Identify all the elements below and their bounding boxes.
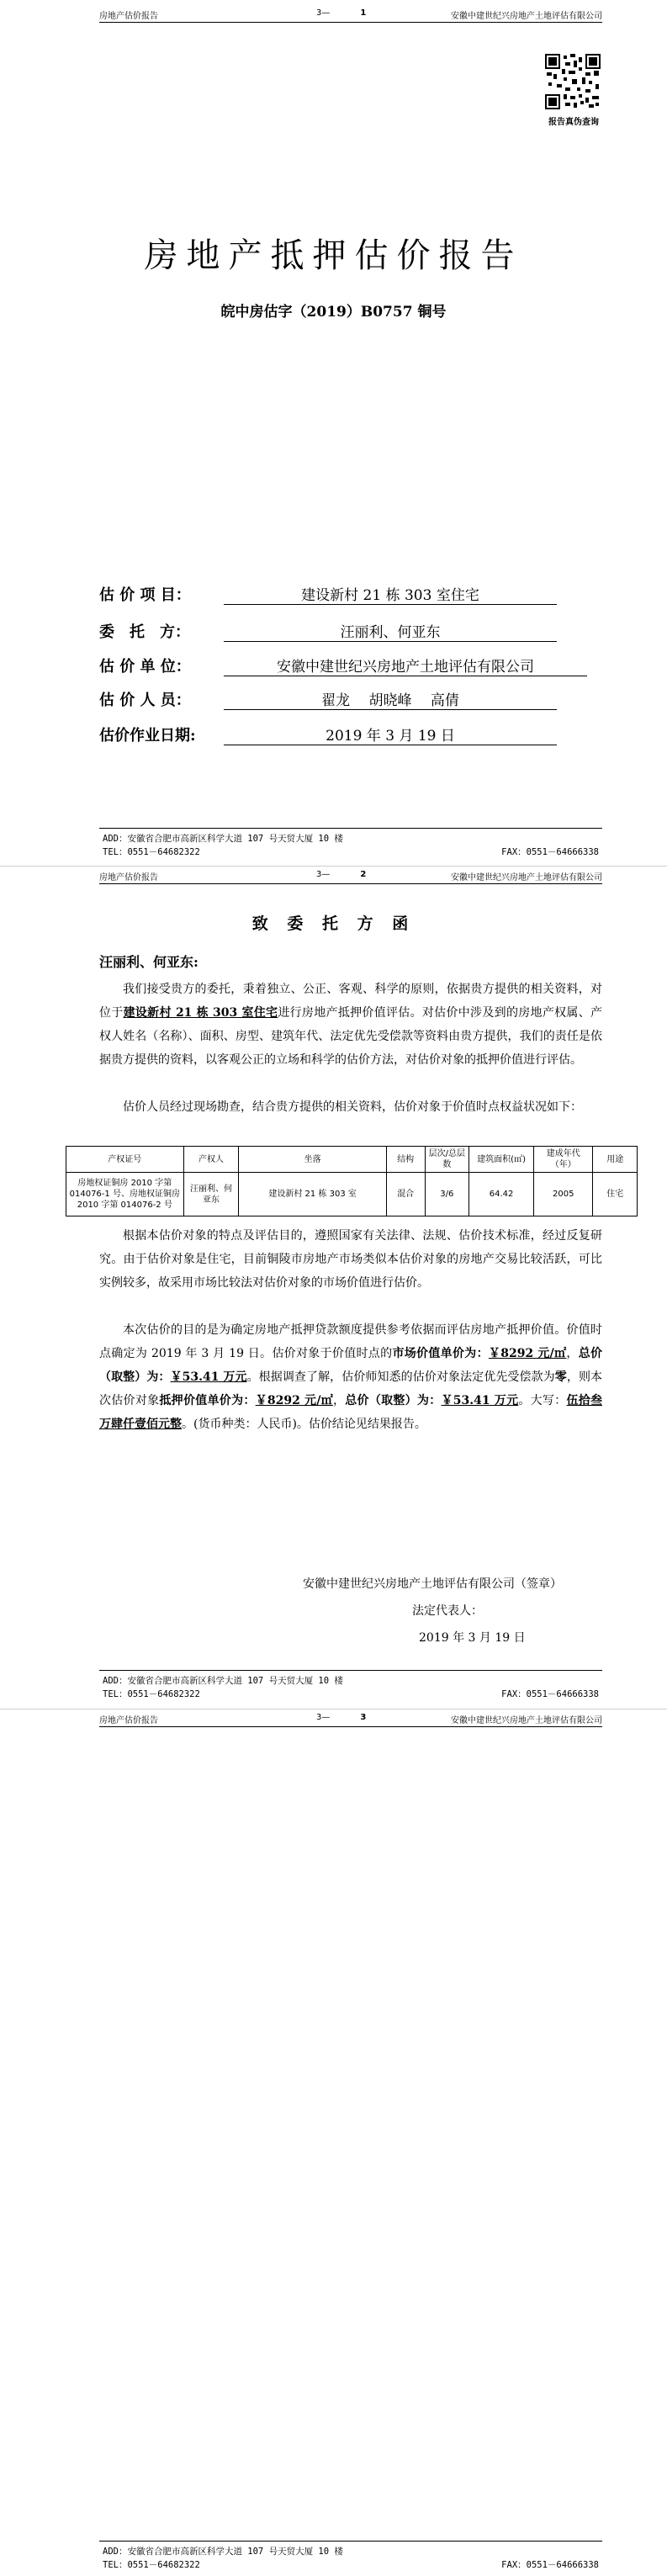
page-number: 3 [360, 1713, 367, 1722]
mortgage-unit-label: 抵押价值单价为： [159, 1394, 256, 1407]
footer-address: ADD：安徽省合肥市高新区科学大道 107 号天贸大厦 10 楼 [103, 1676, 343, 1686]
header-right: 安徽中建世纪兴房地产土地评估有限公司 [451, 1716, 602, 1725]
report-number: 皖中房估字（2019）B0757 铜号 [220, 304, 447, 321]
header-page: 3— 1 [316, 8, 367, 18]
table-row [66, 1173, 638, 1216]
table-cell: 3/6 [425, 1173, 468, 1216]
letter-title: 致 委 托 方 函 [251, 914, 416, 933]
header-right: 安徽中建世纪兴房地产土地评估有限公司 [451, 873, 602, 883]
page-letter [0, 867, 667, 1708]
field-label: 估价作业日期: [99, 727, 196, 745]
footer-fax: FAX：0551－64666338 [501, 847, 599, 857]
footer [99, 828, 602, 862]
qr-caption: 报告真伪查询 [548, 118, 599, 127]
field-label: 估 价 单 位： [99, 658, 191, 676]
field-label: 估 价 人 员： [99, 692, 191, 709]
signature-representative: 法定代表人： [412, 1604, 483, 1618]
signature-date: 2019 年 3 月 19 日 [419, 1631, 526, 1645]
table-header: 用途 [593, 1147, 638, 1173]
qr-code-icon[interactable] [545, 54, 601, 109]
field-value: 安徽中建世纪兴房地产土地评估有限公司 [224, 655, 587, 676]
footer-tel: TEL：0551－64682322 [103, 1689, 200, 1699]
footer-address: ADD：安徽省合肥市高新区科学大道 107 号天贸大厦 10 楼 [103, 2547, 343, 2557]
table-cell: 房地权证铜房 2010 字第 014076-1 号、房地权证铜房 2010 字第 014076-2 号 [66, 1173, 184, 1216]
market-total-label: 总价（取整）为： [99, 1347, 603, 1384]
field-value: 翟龙 胡晓峰 高倩 [224, 688, 557, 710]
paragraph-survey: 估价人员经过现场勘查，结合贵方提供的相关资料，估价对象于价值时点权益状况如下： [123, 1100, 582, 1114]
table-header: 坐落 [239, 1147, 386, 1173]
footer [99, 2541, 602, 2575]
table-header-row [66, 1147, 638, 1173]
header-left: 房地产估价报告 [99, 873, 158, 883]
header-page: 3— 2 [316, 870, 367, 879]
footer-tel: TEL：0551－64682322 [103, 2560, 200, 2570]
field-label: 委 托 方： [99, 623, 190, 641]
page-three [0, 1709, 667, 2576]
market-total-price: ￥53.41 万元 [170, 1370, 247, 1384]
header-right: 安徽中建世纪兴房地产土地评估有限公司 [451, 12, 602, 21]
property-address: 建设新村 21 栋 303 室住宅 [123, 1006, 278, 1020]
header-page: 3— 3 [316, 1713, 367, 1722]
report-title: 房地产抵押估价报告 [144, 236, 523, 275]
paragraph-method: 根据本估价对象的特点及评估目的，遵照国家有关法律、法规、估价技术标准，经过反复研究。由于估价对象是住宅，目前铜陵市房地产市场类似本估价对象的房地产交易比较活跃，可比实例较多，故采用市场比较法对估价对象的市场价值进行估价。 [99, 1229, 602, 1290]
table-header: 建成年代（年） [534, 1147, 593, 1173]
priority-claim: 零 [554, 1370, 567, 1384]
field-client [99, 620, 587, 642]
table-header: 产权证号 [66, 1147, 184, 1173]
footer [99, 1670, 602, 1704]
mortgage-unit-price: ￥8292 元/㎡ [255, 1394, 333, 1407]
field-project [99, 583, 587, 605]
field-date [99, 724, 587, 745]
field-value: 2019 年 3 月 19 日 [224, 724, 557, 745]
mortgage-total-label: 总价（取整）为： [345, 1394, 442, 1407]
running-header [99, 868, 602, 884]
table-header: 产权人 [183, 1147, 239, 1173]
market-unit-label: 市场价值单价为： [392, 1347, 489, 1360]
market-unit-price: ￥8292 元/㎡ [488, 1347, 567, 1360]
footer-address: ADD：安徽省合肥市高新区科学大道 107 号天贸大厦 10 楼 [103, 834, 343, 844]
signature-company: 安徽中建世纪兴房地产土地评估有限公司（签章） [303, 1577, 562, 1591]
paragraph-commission: 我们接受贵方的委托，秉着独立、公正、客观、科学的原则，依据贵方提供的相关资料，对位于建设新村 21 栋 303 室住宅进行房地产抵押价值评估。对估价中涉及到的房地产权属、产权人姓名（名称）、面积、房型、建筑年代、法定优先受偿款等资料由贵方提供，我们的责任是依据贵方提供的资料，以客观公正的立场和科学的估价方法，对估价对象的抵押价值进行评估。 [99, 983, 603, 1067]
table-cell: 混合 [386, 1173, 425, 1216]
page-cover [0, 0, 667, 860]
field-appraisers [99, 688, 587, 710]
running-header [99, 1711, 602, 1727]
field-label: 估 价 项 目： [99, 586, 191, 604]
running-header [99, 7, 602, 23]
header-left: 房地产估价报告 [99, 1716, 158, 1725]
paragraph-conclusion: 本次估价的目的是为确定房地产抵押贷款额度提供参考依据而评估房地产抵押价值。价值时点确定为 2019 年 3 月 19 日。估价对象于价值时点的市场价值单价为：￥8292 元/㎡，总价（取整）为：￥53.41 万元。根据调查了解，估价师知悉的估价对象法定优先受偿款为零，则本次估价对象抵押价值单价为：￥8292 元/㎡，总价（取整）为：￥53.41 万元。大写：伍拾叁万肆仟壹佰元整。(货币种类：人民币)。估价结论见结果报告。 [99, 1323, 603, 1431]
table-header: 结构 [386, 1147, 425, 1173]
property-table [66, 1146, 638, 1216]
footer-fax: FAX：0551－64666338 [501, 1689, 599, 1699]
footer-tel: TEL：0551－64682322 [103, 847, 200, 857]
header-left: 房地产估价报告 [99, 12, 158, 21]
table-cell: 2005 [534, 1173, 593, 1216]
page-number: 2 [360, 870, 367, 879]
table-header: 层次/总层数 [425, 1147, 468, 1173]
table-cell: 住宅 [593, 1173, 638, 1216]
table-cell: 64.42 [469, 1173, 534, 1216]
page-number: 1 [360, 8, 367, 18]
field-value: 建设新村 21 栋 303 室住宅 [224, 583, 557, 605]
table-header: 建筑面积(㎡) [469, 1147, 534, 1173]
table-cell: 汪丽利、何亚东 [183, 1173, 239, 1216]
field-value: 汪丽利、何亚东 [224, 620, 557, 642]
mortgage-total-price: ￥53.41 万元 [441, 1394, 519, 1407]
field-firm [99, 655, 587, 676]
amount-in-words: 伍拾叁万肆仟壹佰元整 [99, 1394, 603, 1431]
salutation: 汪丽利、何亚东: [99, 954, 199, 970]
footer-fax: FAX：0551－64666338 [501, 2560, 599, 2570]
table-cell: 建设新村 21 栋 303 室 [239, 1173, 386, 1216]
